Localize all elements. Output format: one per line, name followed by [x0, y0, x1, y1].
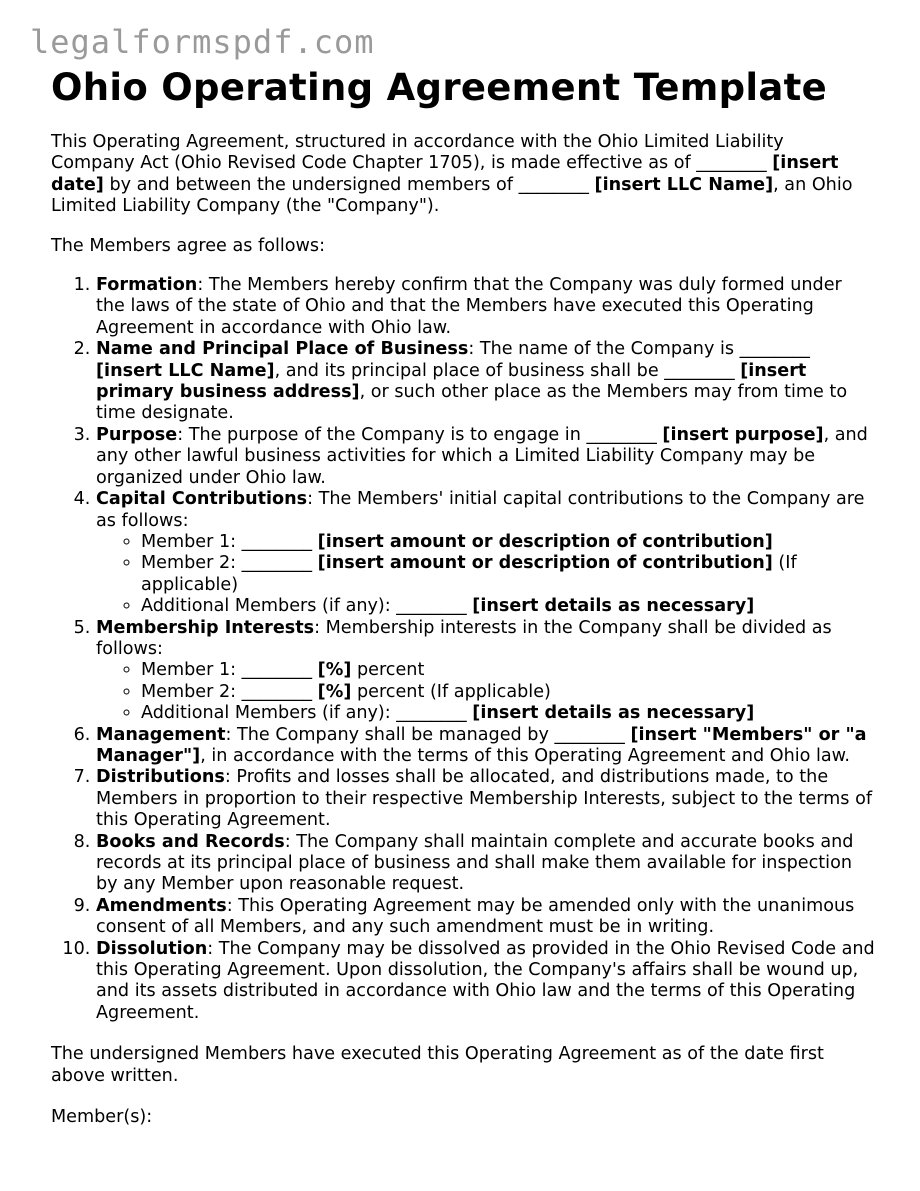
- clause-text: : This Operating Agreement may be amended only with the unanimous consent of all Members, and any such amendment must be in writing.: [96, 895, 855, 938]
- item-text: Member 2: ________: [141, 553, 318, 574]
- clause-management: [96, 725, 876, 768]
- document-title: Ohio Operating Agreement Template: [51, 66, 828, 109]
- clause-books-and-records: [96, 832, 876, 896]
- clause-text: , and its principal place of business shall be ________: [274, 360, 741, 381]
- placeholder-date: [insert date]: [51, 153, 839, 195]
- clause-text: : The Company shall be managed by ________: [225, 724, 631, 745]
- clause-name-and-place: [96, 339, 876, 425]
- clause-text: : The Members' initial capital contributions to the Company are as follows:: [96, 489, 865, 531]
- clause-text: , or such other place as the Members may from time to time designate.: [96, 382, 848, 424]
- placeholder-percent: [%]: [317, 681, 352, 702]
- members-label: Member(s):: [51, 1107, 153, 1128]
- intro-paragraph: [51, 132, 876, 218]
- list-item: [141, 553, 876, 596]
- placeholder-contribution: [insert amount or description of contribution]: [317, 531, 773, 552]
- clause-membership-interests: [96, 618, 876, 725]
- clause-heading: Distributions: [96, 767, 225, 788]
- placeholder-contribution: [insert amount or description of contribution]: [317, 553, 773, 574]
- list-item: [141, 682, 876, 703]
- clause-text: , in accordance with the terms of this Operating Agreement and Ohio law.: [200, 745, 851, 766]
- clause-purpose: [96, 425, 876, 489]
- clause-text: : The name of the Company is ________: [468, 339, 810, 360]
- closing-statement: The undersigned Members have executed this Operating Agreement as of the date first above written.: [51, 1044, 824, 1086]
- placeholder-llc-name: [insert LLC Name]: [96, 360, 275, 381]
- item-text: Member 1: ________: [141, 531, 318, 552]
- item-text: percent: [351, 660, 425, 681]
- list-item: [141, 660, 876, 681]
- clause-text: : Profits and losses shall be allocated, and distributions made, to the Members in proportion to their respective Membership Interests, subject to the terms of this Operating Agreement.: [96, 767, 873, 831]
- clause-text: : The Company may be dissolved as provided in the Ohio Revised Code and this Operating Agreement. Upon dissolution, the Company's affairs shall be wound up, and its assets distributed in accordance with Ohio law and the terms of this Operating Agreement.: [96, 938, 875, 1023]
- clause-formation: [96, 275, 876, 339]
- clause-list: [51, 275, 876, 1024]
- list-item: [141, 532, 876, 553]
- interest-list: [96, 660, 876, 724]
- list-item: [141, 703, 876, 724]
- placeholder-llc-name: [insert LLC Name]: [594, 174, 774, 195]
- placeholder-business-address: [insert primary business address]: [96, 360, 807, 403]
- intro-text: This Operating Agreement, structured in accordance with the Ohio Limited Liability Company Act (Ohio Revised Code Chapter 1705), is made effective as of ________: [51, 132, 784, 174]
- clause-capital-contributions: [96, 489, 876, 617]
- clause-heading: Capital Contributions: [96, 489, 308, 510]
- clause-heading: Formation: [96, 275, 198, 296]
- clause-heading: Purpose: [96, 424, 178, 445]
- placeholder-details: [insert details as necessary]: [472, 596, 755, 617]
- clause-text: , and any other lawful business activities for which a Limited Liability Company may be organized under Ohio law.: [96, 424, 868, 488]
- clause-text: : Membership interests in the Company shall be divided as follows:: [96, 617, 832, 659]
- clause-amendments: [96, 896, 876, 939]
- clause-heading: Amendments: [96, 895, 227, 916]
- agree-statement: The Members agree as follows:: [51, 235, 326, 256]
- watermark-text: legalformspdf.com: [30, 23, 375, 61]
- item-text: Member 1: ________: [141, 660, 318, 681]
- intro-text: , an Ohio Limited Liability Company (the "Company").: [51, 174, 853, 217]
- clause-text: : The Members hereby confirm that the Company was duly formed under the laws of the state of Ohio and that the Members have executed this Operating Agreement in accordance with Ohio law.: [96, 275, 842, 338]
- contribution-list: [96, 532, 876, 618]
- clause-text: : The Company shall maintain complete and accurate books and records at its principal place of business and shall make them available for inspection by any Member upon reasonable request.: [96, 831, 854, 895]
- clause-heading: Name and Principal Place of Business: [96, 339, 469, 360]
- clause-heading: Management: [96, 724, 226, 745]
- item-text: Member 2: ________: [141, 681, 318, 702]
- item-text: (If applicable): [141, 553, 797, 595]
- item-text: Additional Members (if any): ________: [141, 596, 473, 617]
- clause-distributions: [96, 767, 876, 831]
- item-text: percent (If applicable): [351, 681, 551, 702]
- placeholder-purpose: [insert purpose]: [662, 424, 824, 445]
- item-text: Additional Members (if any): ________: [141, 703, 473, 724]
- clause-heading: Membership Interests: [96, 617, 315, 638]
- clause-dissolution: [96, 939, 876, 1025]
- list-item: [141, 596, 876, 617]
- intro-text: by and between the undersigned members of ________: [103, 174, 595, 195]
- document-page: [51, 64, 876, 1128]
- clause-heading: Dissolution: [96, 938, 208, 959]
- placeholder-percent: [%]: [317, 660, 352, 681]
- clause-heading: Books and Records: [96, 831, 285, 852]
- placeholder-details: [insert details as necessary]: [472, 703, 755, 724]
- placeholder-management: [insert "Members" or "a Manager"]: [96, 724, 867, 766]
- clause-text: : The purpose of the Company is to engage in ________: [177, 424, 663, 445]
